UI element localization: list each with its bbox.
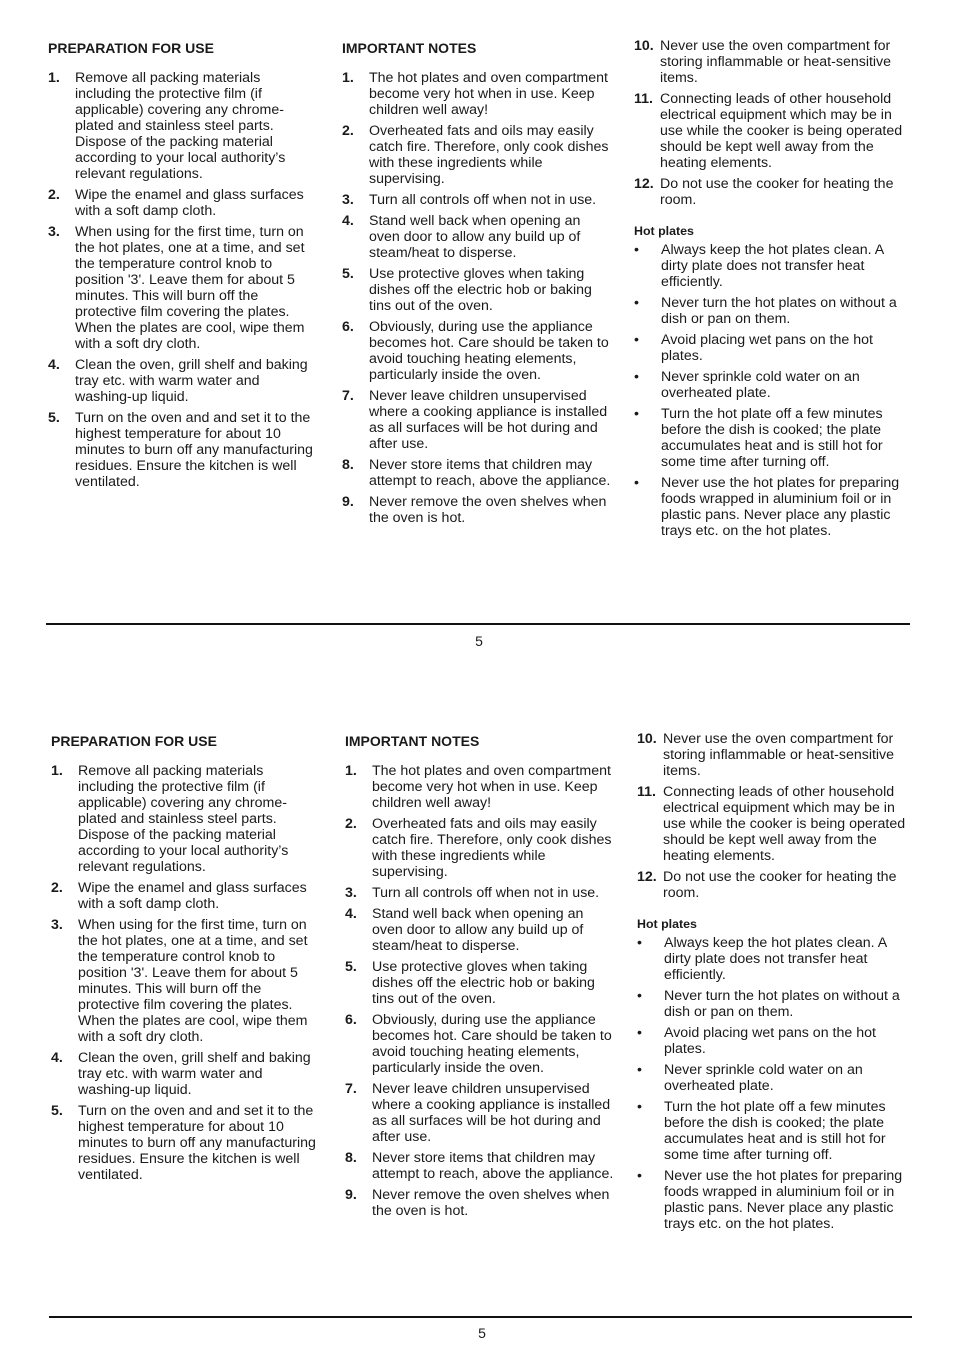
item-number: 5. (345, 959, 357, 975)
item-text: Stand well back when opening an oven door to allow any build up of steam/heat to disperse. (372, 906, 584, 954)
item-text: Wipe the enamel and glass surfaces with a soft damp cloth. (75, 187, 304, 219)
footer-divider (49, 1316, 912, 1318)
item-text: Never remove the oven shelves when the oven is hot. (369, 494, 607, 526)
hot-plates-heading: Hot plates (637, 917, 697, 931)
bullet-icon: • (637, 1168, 642, 1184)
list-item (48, 224, 320, 352)
hot-plates-list (637, 935, 911, 1232)
item-text: Remove all packing materials including the protective film (if applicable) covering any chrome-plated and stainless steel parts. Dispose of the packing material according to your local authority’s relevant regulations. (75, 70, 286, 182)
item-number: 12. (637, 869, 657, 885)
item-text: Never use the hot plates for preparing foods wrapped in aluminium foil or in plastic pans. Never place any plastic trays etc. on the hot plates. (661, 475, 900, 539)
list-item (634, 38, 908, 86)
item-text: Stand well back when opening an oven door to allow any build up of steam/heat to disperse. (369, 213, 581, 261)
preparation-list (51, 763, 323, 1183)
item-number: 8. (342, 457, 354, 473)
item-text: Never leave children unsupervised where a cooking appliance is installed as all surfaces will be hot during and after use. (369, 388, 608, 452)
important-notes-list (345, 763, 617, 1219)
list-item (51, 1050, 323, 1098)
preparation-list (48, 70, 320, 490)
item-text: Always keep the hot plates clean. A dirty plate does not transfer heat efficiently. (661, 242, 884, 290)
bullet-icon: • (634, 295, 639, 311)
item-number: 2. (48, 187, 60, 203)
notes-continued-column (634, 38, 908, 544)
item-number: 2. (345, 816, 357, 832)
item-number: 1. (48, 70, 60, 86)
footer-divider (46, 623, 910, 625)
item-text: When using for the first time, turn on the hot plates, one at a time, and set the temperature control knob to position '3'. Leave them for about 5 minutes. This will burn off the protective film covering the plates. When the plates are cool, wipe them with a soft dry cloth. (75, 224, 305, 352)
item-number: 11. (637, 784, 656, 800)
bullet-icon: • (637, 1025, 642, 1041)
item-text: Never remove the oven shelves when the oven is hot. (372, 1187, 610, 1219)
item-text: Never sprinkle cold water on an overheated plate. (661, 369, 860, 401)
bullet-icon: • (634, 475, 639, 491)
list-item (345, 959, 617, 1007)
item-number: 3. (51, 917, 63, 933)
item-number: 3. (342, 192, 354, 208)
item-number: 1. (342, 70, 354, 86)
item-number: 4. (48, 357, 60, 373)
list-item (637, 1168, 911, 1232)
bullet-icon: • (634, 369, 639, 385)
bullet-icon: • (634, 406, 639, 422)
item-text: Avoid placing wet pans on the hot plates. (664, 1025, 876, 1057)
list-item (345, 906, 617, 954)
list-item (342, 319, 614, 383)
list-item (51, 917, 323, 1045)
item-text: Turn all controls off when not in use. (369, 192, 597, 208)
list-item (51, 763, 323, 875)
item-number: 5. (51, 1103, 63, 1119)
list-item (637, 1025, 911, 1057)
list-item (48, 410, 320, 490)
item-text: Connecting leads of other household electrical equipment which may be in use while the cooker is being operated should be kept well away from the heating elements. (663, 784, 906, 864)
item-number: 12. (634, 176, 654, 192)
page-number: 5 (478, 1325, 486, 1341)
item-number: 4. (345, 906, 357, 922)
list-item (48, 357, 320, 405)
item-text: Always keep the hot plates clean. A dirty plate does not transfer heat efficiently. (664, 935, 887, 983)
bullet-icon: • (637, 988, 642, 1004)
list-item (634, 406, 908, 470)
item-text: Wipe the enamel and glass surfaces with a soft damp cloth. (78, 880, 307, 912)
item-text: The hot plates and oven compartment become very hot when in use. Keep children well away! (372, 763, 611, 811)
item-text: Obviously, during use the appliance becomes hot. Care should be taken to avoid touching heating elements, particularly inside the oven. (369, 319, 609, 383)
item-text: Clean the oven, grill shelf and baking tray etc. with warm water and washing-up liquid. (75, 357, 308, 405)
item-number: 7. (342, 388, 354, 404)
item-number: 1. (345, 763, 357, 779)
list-item (637, 935, 911, 983)
item-text: When using for the first time, turn on the hot plates, one at a time, and set the temperature control knob to position '3'. Leave them for about 5 minutes. This will burn off the protective film covering the plates. When the plates are cool, wipe them with a soft dry cloth. (78, 917, 308, 1045)
list-item (345, 763, 617, 811)
bullet-icon: • (637, 1099, 642, 1115)
list-item (634, 91, 908, 171)
list-item (637, 988, 911, 1020)
item-number: 6. (342, 319, 354, 335)
item-text: Clean the oven, grill shelf and baking tray etc. with warm water and washing-up liquid. (78, 1050, 311, 1098)
preparation-heading: PREPARATION FOR USE (51, 733, 217, 749)
list-item (342, 70, 614, 118)
item-text: Never use the oven compartment for storing inflammable or heat-sensitive items. (660, 38, 892, 86)
preparation-column (48, 40, 320, 495)
important-notes-continued-list (637, 731, 911, 901)
item-number: 10. (634, 38, 654, 54)
item-text: Turn the hot plate off a few minutes before the dish is cooked; the plate accumulates heat and is still hot for some time after turning off. (661, 406, 883, 470)
list-item (342, 213, 614, 261)
item-number: 8. (345, 1150, 357, 1166)
list-item (345, 1081, 617, 1145)
item-text: Turn the hot plate off a few minutes before the dish is cooked; the plate accumulates heat and is still hot for some time after turning off. (664, 1099, 886, 1163)
list-item (634, 242, 908, 290)
item-number: 5. (342, 266, 354, 282)
important-notes-column (342, 40, 614, 531)
list-item (637, 731, 911, 779)
list-item (637, 1062, 911, 1094)
item-text: Never sprinkle cold water on an overheated plate. (664, 1062, 863, 1094)
important-notes-continued-list (634, 38, 908, 208)
preparation-heading: PREPARATION FOR USE (48, 40, 214, 56)
item-text: Remove all packing materials including the protective film (if applicable) covering any chrome-plated and stainless steel parts. Dispose of the packing material according to your local authority’s relevant regulations. (78, 763, 289, 875)
item-text: Never use the oven compartment for storing inflammable or heat-sensitive items. (663, 731, 895, 779)
item-text: Use protective gloves when taking dishes off the electric hob or baking tins out of the oven. (372, 959, 595, 1007)
important-notes-column (345, 733, 617, 1224)
item-number: 4. (51, 1050, 63, 1066)
item-number: 3. (48, 224, 60, 240)
item-text: Never turn the hot plates on without a dish or pan on them. (661, 295, 897, 327)
item-text: Do not use the cooker for heating the room. (663, 869, 897, 901)
item-number: 9. (342, 494, 354, 510)
list-item (634, 332, 908, 364)
item-text: Obviously, during use the appliance becomes hot. Care should be taken to avoid touching heating elements, particularly inside the oven. (372, 1012, 612, 1076)
item-text: Turn on the oven and and set it to the highest temperature for about 10 minutes to burn off any manufacturing residues. Ensure the kitchen is well ventilated. (75, 410, 313, 490)
bullet-icon: • (634, 332, 639, 348)
list-item (48, 70, 320, 182)
item-text: Never leave children unsupervised where a cooking appliance is installed as all surfaces will be hot during and after use. (372, 1081, 611, 1145)
important-notes-heading: IMPORTANT NOTES (342, 40, 477, 56)
item-text: Avoid placing wet pans on the hot plates. (661, 332, 873, 364)
list-item (634, 369, 908, 401)
list-item (342, 123, 614, 187)
item-number: 10. (637, 731, 657, 747)
list-item (342, 457, 614, 489)
important-notes-list (342, 70, 614, 526)
item-text: Never store items that children may attempt to reach, above the appliance. (369, 457, 611, 489)
list-item (342, 192, 614, 208)
item-number: 5. (48, 410, 60, 426)
notes-continued-column (637, 731, 911, 1237)
item-text: Connecting leads of other household electrical equipment which may be in use while the cooker is being operated should be kept well away from the heating elements. (660, 91, 903, 171)
item-number: 4. (342, 213, 354, 229)
list-item (342, 266, 614, 314)
bullet-icon: • (637, 1062, 642, 1078)
list-item (51, 1103, 323, 1183)
list-item (634, 176, 908, 208)
list-item (51, 880, 323, 912)
item-number: 1. (51, 763, 63, 779)
list-item (345, 816, 617, 880)
item-text: The hot plates and oven compartment become very hot when in use. Keep children well away! (369, 70, 608, 118)
item-number: 6. (345, 1012, 357, 1028)
list-item (342, 388, 614, 452)
page-number: 5 (475, 633, 483, 649)
item-text: Use protective gloves when taking dishes off the electric hob or baking tins out of the oven. (369, 266, 592, 314)
item-number: 3. (345, 885, 357, 901)
item-number: 9. (345, 1187, 357, 1203)
item-text: Do not use the cooker for heating the room. (660, 176, 894, 208)
list-item (345, 1012, 617, 1076)
important-notes-heading: IMPORTANT NOTES (345, 733, 480, 749)
list-item (345, 885, 617, 901)
item-text: Overheated fats and oils may easily catch fire. Therefore, only cook dishes with these ingredients while supervising. (369, 123, 609, 187)
preparation-column (51, 733, 323, 1188)
manual-page-bottom (0, 692, 954, 1350)
item-number: 2. (51, 880, 63, 896)
list-item (637, 869, 911, 901)
list-item (637, 1099, 911, 1163)
item-number: 11. (634, 91, 653, 107)
item-number: 2. (342, 123, 354, 139)
list-item (634, 295, 908, 327)
item-text: Never store items that children may attempt to reach, above the appliance. (372, 1150, 614, 1182)
item-text: Never turn the hot plates on without a dish or pan on them. (664, 988, 900, 1020)
bullet-icon: • (634, 242, 639, 258)
item-text: Overheated fats and oils may easily catch fire. Therefore, only cook dishes with these ingredients while supervising. (372, 816, 612, 880)
hot-plates-heading: Hot plates (634, 224, 694, 238)
bullet-icon: • (637, 935, 642, 951)
list-item (345, 1187, 617, 1219)
item-text: Turn on the oven and and set it to the highest temperature for about 10 minutes to burn off any manufacturing residues. Ensure the kitchen is well ventilated. (78, 1103, 316, 1183)
list-item (634, 475, 908, 539)
hot-plates-list (634, 242, 908, 539)
list-item (637, 784, 911, 864)
list-item (48, 187, 320, 219)
item-text: Never use the hot plates for preparing foods wrapped in aluminium foil or in plastic pans. Never place any plastic trays etc. on the hot plates. (664, 1168, 903, 1232)
list-item (345, 1150, 617, 1182)
list-item (342, 494, 614, 526)
item-text: Turn all controls off when not in use. (372, 885, 600, 901)
item-number: 7. (345, 1081, 357, 1097)
